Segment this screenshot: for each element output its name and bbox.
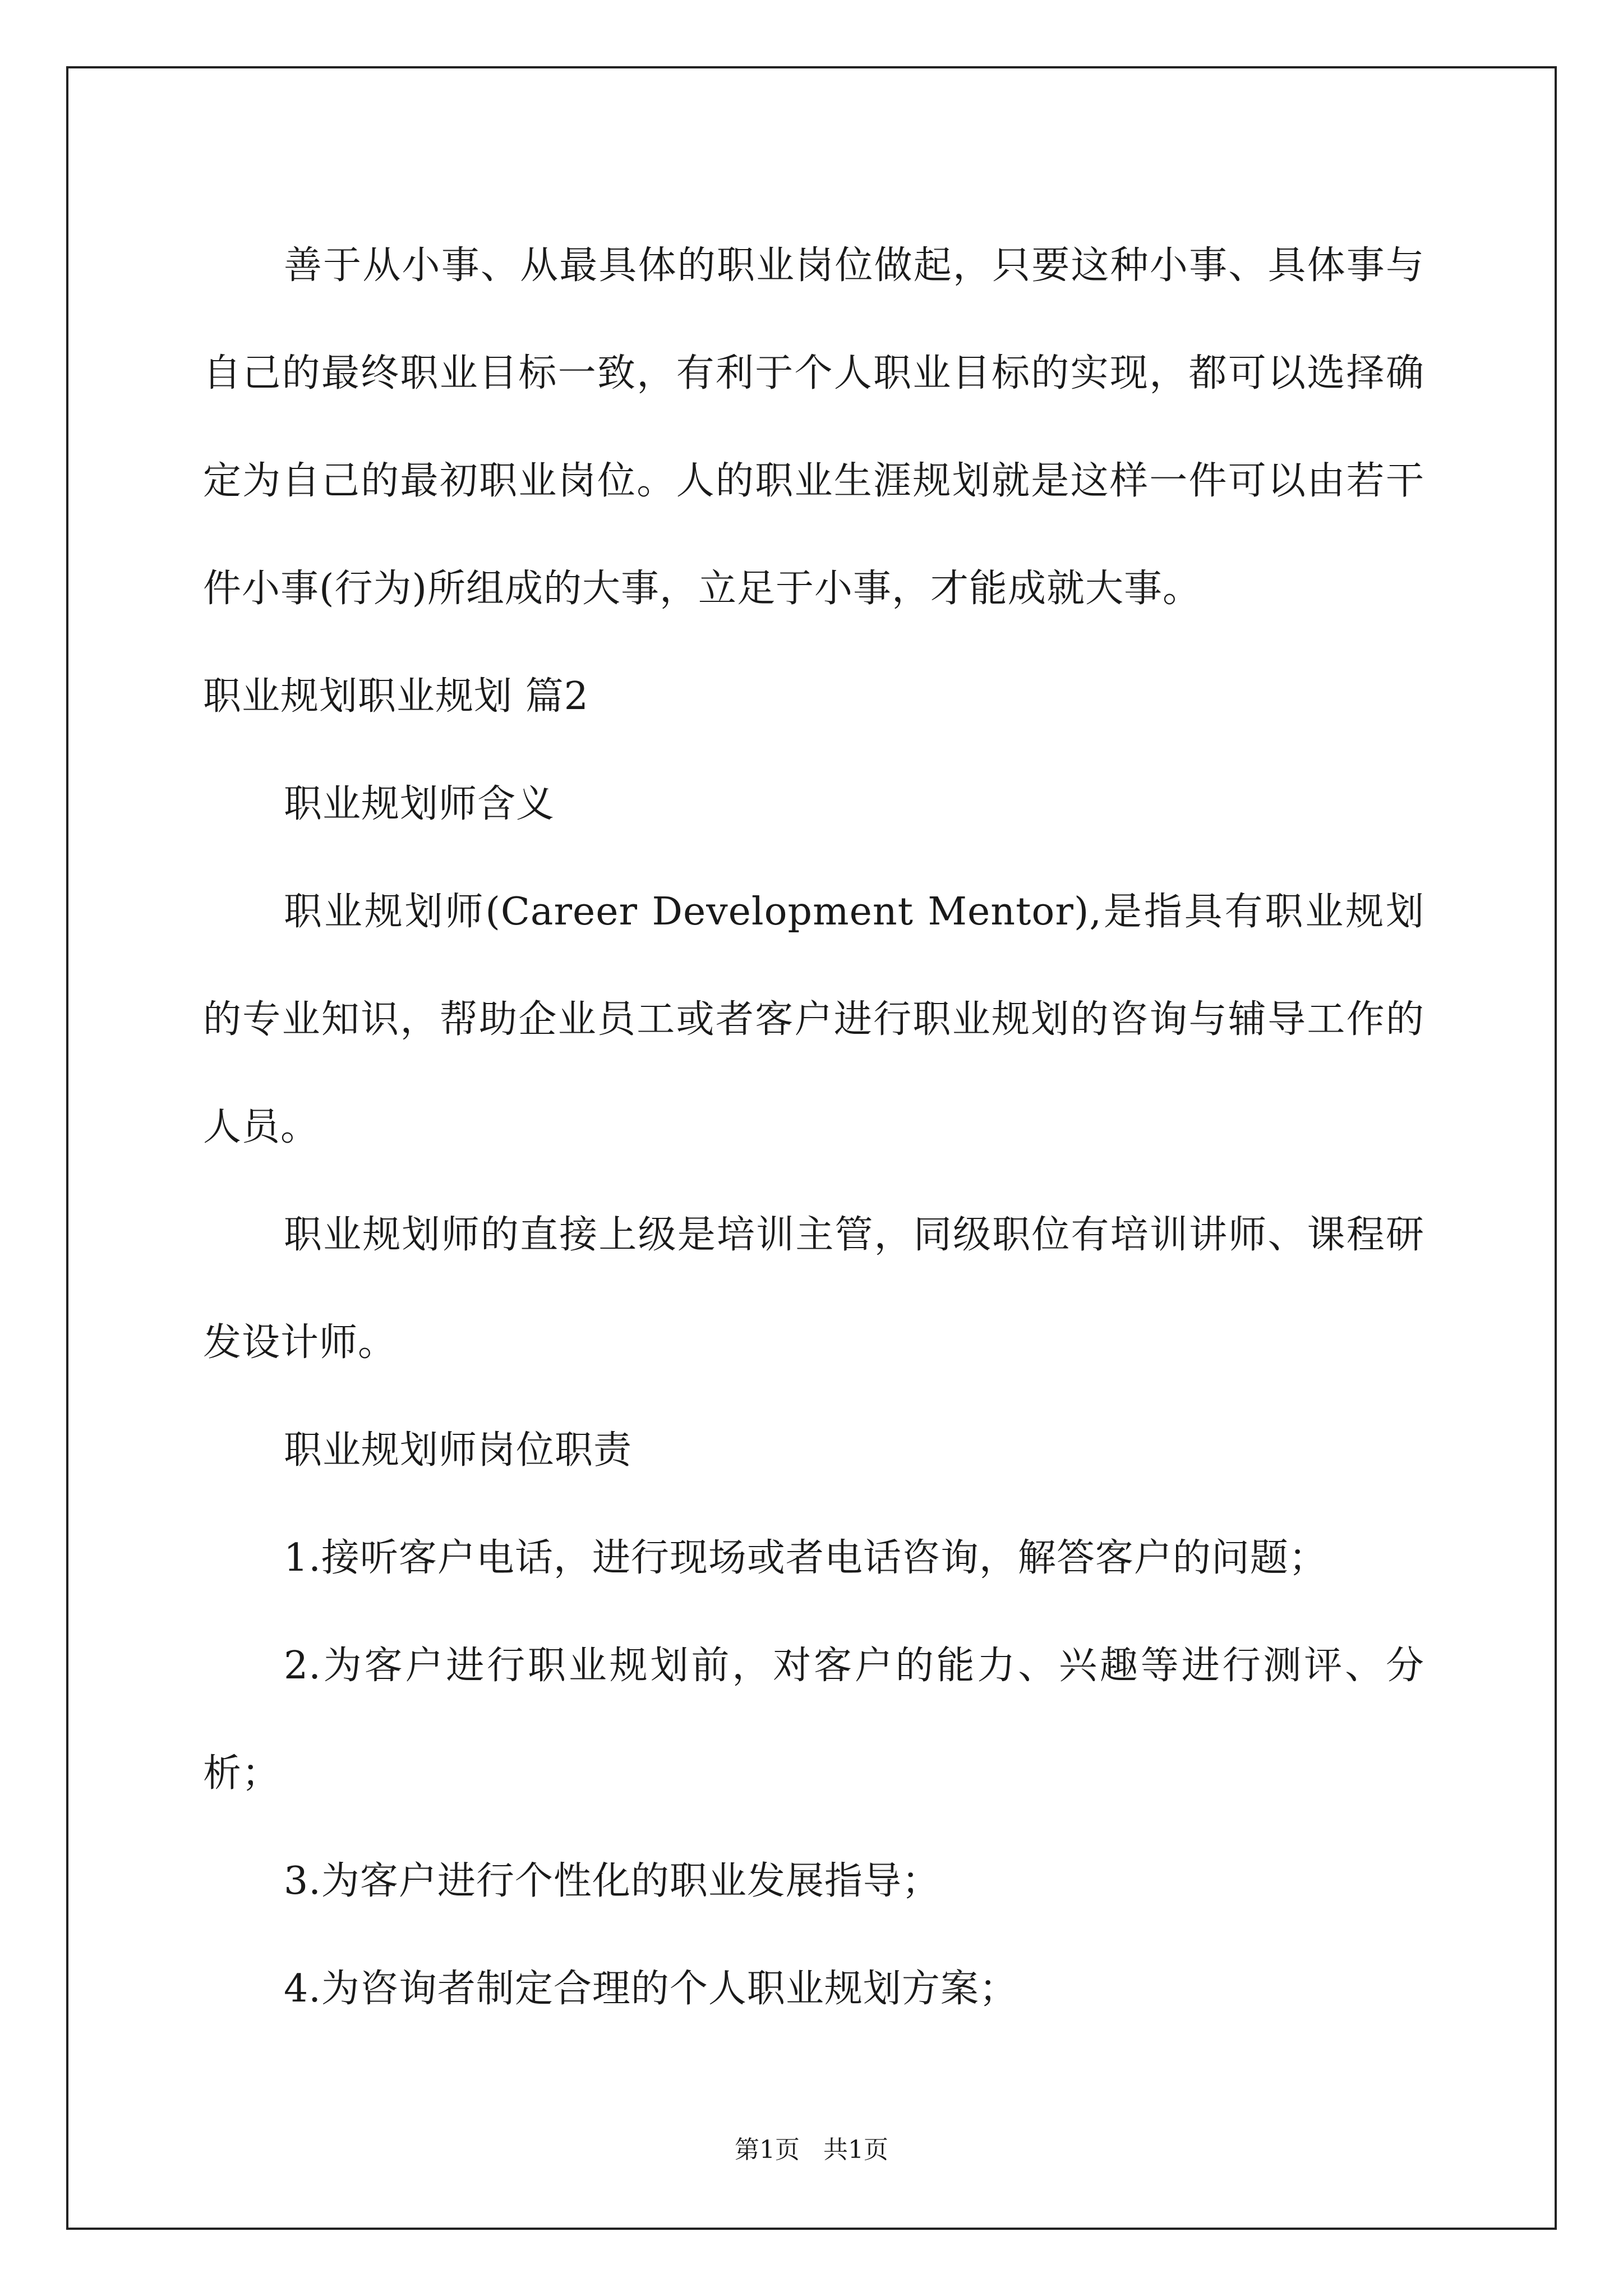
- paragraph-intro: 善于从小事、从最具体的职业岗位做起，只要这种小事、具体事与自己的最终职业目标一致，有利于个人职业目标的实现，都可以选择确定为自己的最初职业岗位。人的职业生涯规划就是这样一件可以由若干件小事(行为)所组成的大事，立足于小事，才能成就大事。: [203, 243, 1424, 611]
- section-heading: 职业规划职业规划 篇2: [203, 674, 589, 719]
- paragraph-reporting: 职业规划师的直接上级是培训主管，同级职位有培训讲师、课程研发设计师。: [203, 1213, 1424, 1365]
- subheading-definition: 职业规划师含义: [284, 782, 555, 826]
- subheading-duties: 职业规划师岗位职责: [284, 1428, 633, 1473]
- page-footer: [0, 2133, 1623, 2167]
- duty-item-1: 1.接听客户电话，进行现场或者电话咨询，解答客户的问题；: [284, 1536, 1327, 1580]
- paragraph-definition: 职业规划师(Career Development Mentor),是指具有职业规划的专业知识，帮助企业员工或者客户进行职业规划的咨询与辅导工作的人员。: [203, 890, 1424, 1149]
- duty-item-4: 4.为咨询者制定合理的个人职业规划方案；: [284, 1967, 1018, 2011]
- page-number: 第1页: [735, 2136, 800, 2164]
- page-total: 共1页: [823, 2136, 888, 2164]
- duty-item-2: 2.为客户进行职业规划前，对客户的能力、兴趣等进行测评、分析；: [203, 1644, 1424, 1796]
- document-body: [203, 212, 1424, 2043]
- duty-item-3: 3.为客户进行个性化的职业发展指导；: [284, 1859, 940, 1903]
